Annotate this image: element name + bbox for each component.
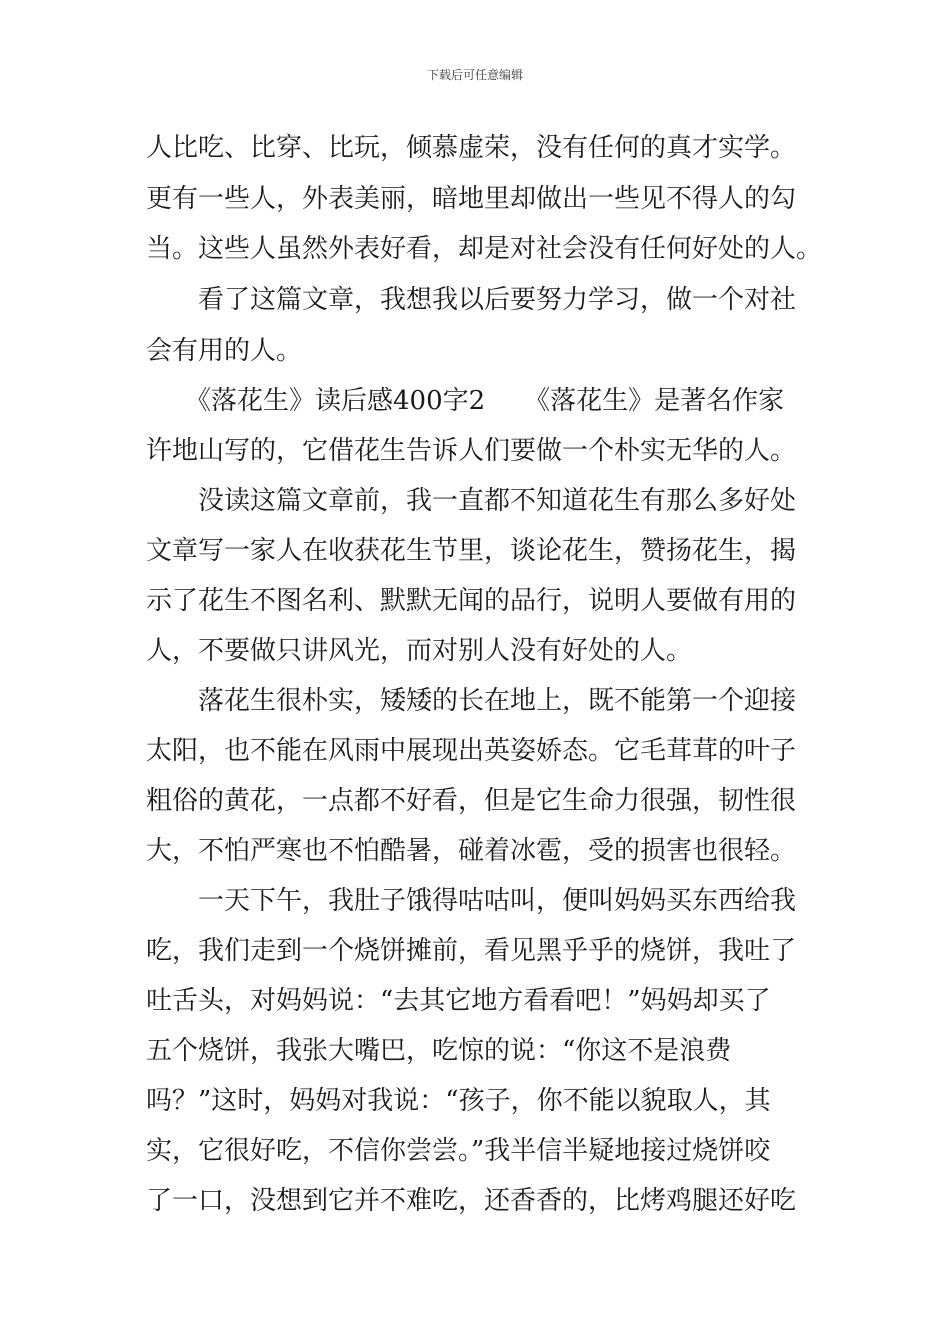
text-line: 文章写一家人在收获花生节里，谈论花生，赞扬花生，揭 bbox=[146, 536, 797, 566]
text-line: 更有一些人，外表美丽，暗地里却做出一些见不得人的勾 bbox=[146, 184, 797, 214]
text-line: 人比吃、比穿、比玩，倾慕虚荣，没有任何的真才实学。 bbox=[146, 133, 797, 163]
text-line: 示了花生不图名利、默默无闻的品行，说明人要做有用的 bbox=[146, 586, 797, 616]
text-line: 吐舌头，对妈妈说：“去其它地方看看吧！”妈妈却买了 bbox=[146, 986, 771, 1016]
text-line: 粗俗的黄花，一点都不好看，但是它生命力很强，韧性很 bbox=[146, 786, 797, 816]
text-line: 大，不怕严寒也不怕酷暑，碰着冰雹，受的损害也很轻。 bbox=[146, 836, 797, 866]
text-line: 吃，我们走到一个烧饼摊前，看见黑乎乎的烧饼，我吐了 bbox=[146, 936, 797, 966]
text-line: 落花生很朴实，矮矮的长在地上，既不能第一个迎接 bbox=[146, 686, 797, 716]
text-line: 人，不要做只讲风光，而对别人没有好处的人。 bbox=[146, 636, 693, 666]
text-line: 当。这些人虽然外表好看，却是对社会没有任何好处的人。 bbox=[146, 234, 823, 264]
text-line: 了一口，没想到它并不难吃，还香香的，比烤鸡腿还好吃 bbox=[146, 1186, 797, 1216]
text-line: 五个烧饼，我张大嘴巴，吃惊的说：“你这不是浪费 bbox=[146, 1036, 732, 1066]
text-line: 《落花生》读后感400字2 《落花生》是著名作家 bbox=[146, 386, 785, 416]
text-line: 实，它很好吃，不信你尝尝。”我半信半疑地接过烧饼咬 bbox=[146, 1136, 771, 1166]
text-line: 看了这篇文章，我想我以后要努力学习，做一个对社 bbox=[146, 285, 797, 315]
text-line: 许地山写的，它借花生告诉人们要做一个朴实无华的人。 bbox=[146, 436, 797, 466]
text-line: 吗？”这时，妈妈对我说：“孩子，你不能以貌取人，其 bbox=[146, 1086, 771, 1116]
text-line: 太阳，也不能在风雨中展现出英姿娇态。它毛茸茸的叶子 bbox=[146, 736, 797, 766]
text-line: 会有用的人。 bbox=[146, 336, 303, 366]
text-line: 没读这篇文章前，我一直都不知道花生有那么多好处 bbox=[146, 486, 797, 516]
text-line: 一天下午，我肚子饿得咕咕叫，便叫妈妈买东西给我 bbox=[146, 886, 797, 916]
page-header: 下载后可任意编辑 bbox=[426, 68, 523, 82]
